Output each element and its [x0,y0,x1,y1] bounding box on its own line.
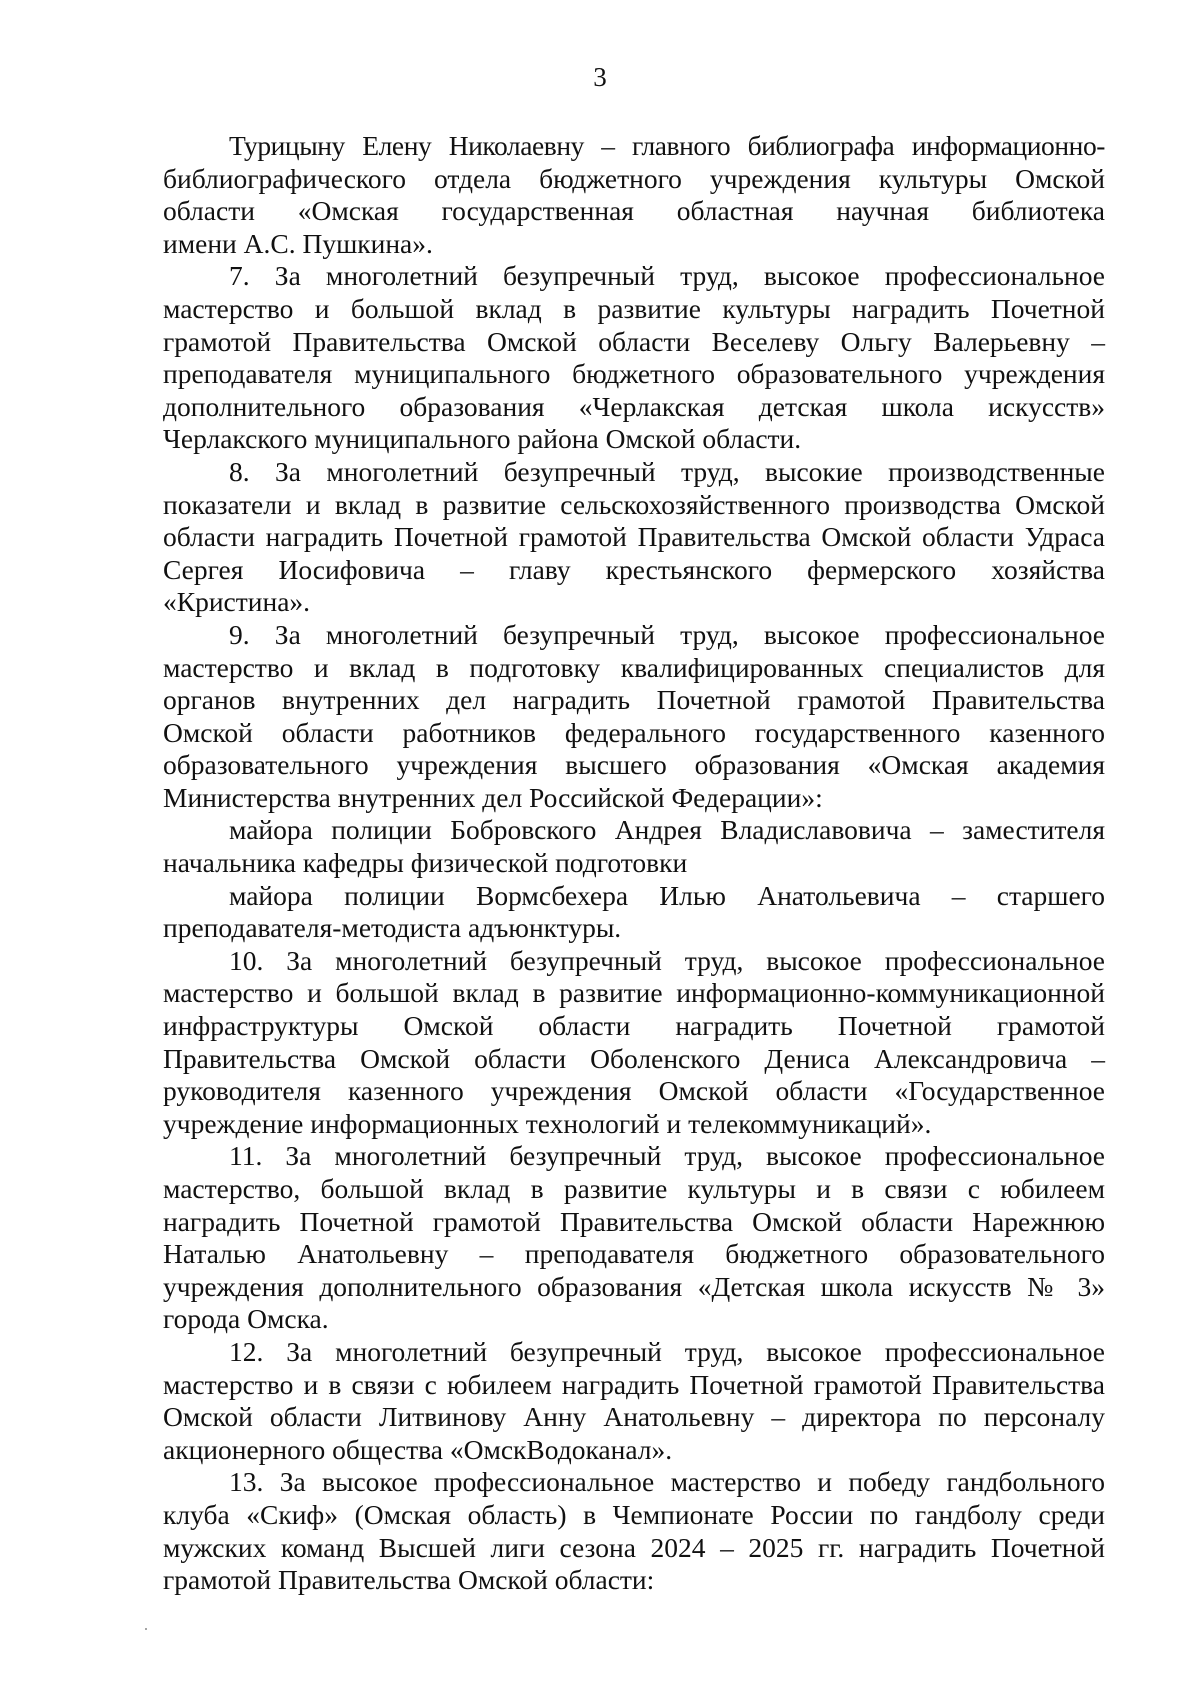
text-line: города Омска. [163,1303,329,1335]
text-line: грамотой Правительства Омской области Веселеву Ольгу Валерьевну – [163,325,1105,357]
text-line: области «Омская государственная областная научная библиотека [163,195,1105,227]
text-line: преподавателя-методиста адъюнктуры. [163,912,622,944]
text-line: дополнительного образования «Черлакская детская школа искусств» [163,390,1105,422]
text-line: имени А.С. Пушкина». [163,227,433,259]
text-line: мастерство и в связи с юбилеем наградить Почетной грамотой Правительства [163,1368,1105,1400]
text-line: акционерного общества «ОмскВодоканал». [163,1433,673,1465]
text-line: учреждения дополнительного образования «Детская школа искусств № 3» [163,1270,1105,1302]
paragraph [163,945,1105,1141]
paragraph [163,456,1105,619]
text-line: 7. За многолетний безупречный труд, высокое профессиональное [229,260,1105,292]
paragraph [163,1336,1105,1466]
text-line: 8. За многолетний безупречный труд, высокие производственные [229,455,1105,487]
document-body [163,130,1105,1597]
text-line: преподавателя муниципального бюджетного образовательного учреждения [163,358,1105,390]
text-line: мастерство, большой вклад в развитие культуры и в связи с юбилеем [163,1173,1105,1204]
text-line: майора полиции Вормсбехера Илью Анатольевича – старшего [229,879,1105,911]
scan-speck [145,1628,147,1630]
paragraph [163,880,1105,945]
text-line: образовательного учреждения высшего образования «Омская академия [163,749,1105,781]
text-line: показатели и вклад в развитие сельскохозяйственного производства Омской [163,488,1105,520]
text-line: мастерство и вклад в подготовку квалифицированных специалистов для [163,651,1105,683]
text-line: учреждение информационных технологий и телекоммуникаций». [163,1107,932,1139]
text-line: клуба «Скиф» (Омская область) в Чемпионате России по гандболу среди [163,1498,1105,1530]
text-line: 9. За многолетний безупречный труд, высокое профессиональное [229,618,1105,650]
text-line: руководителя казенного учреждения Омской области «Государственное [163,1075,1105,1107]
text-line: 12. За многолетний безупречный труд, высокое профессиональное [229,1335,1105,1367]
text-line: инфраструктуры Омской области наградить Почетной грамотой [163,1010,1105,1042]
text-line: мастерство и большой вклад в развитие информационно-коммуникационной [163,977,1105,1009]
text-line: майора полиции Бобровского Андрея Владиславовича – заместителя [229,814,1105,846]
text-line: 11. За многолетний безупречный труд, высокое профессиональное [229,1140,1105,1172]
text-line: начальника кафедры физической подготовки [163,847,688,879]
paragraph [163,619,1105,815]
paragraph [163,814,1105,879]
paragraph [163,1140,1105,1336]
text-line: 10. За многолетний безупречный труд, высокое профессиональное [229,944,1105,976]
text-line: Наталью Анатольевну – преподавателя бюджетного образовательного [163,1238,1105,1270]
paragraph [163,130,1105,260]
text-line: библиографического отдела бюджетного учреждения культуры Омской [163,162,1105,194]
text-line: области наградить Почетной грамотой Правительства Омской области Удраса [163,521,1105,553]
paragraph [163,260,1105,456]
text-line: «Кристина». [163,586,311,618]
text-line: Омской области работников федерального государственного казенного [163,716,1105,748]
paragraph [163,1466,1105,1596]
text-line: мужских команд Высшей лиги сезона 2024 – 2025 гг. наградить Почетной [163,1531,1105,1563]
text-line: Министерства внутренних дел Российской Федерации»: [163,781,823,813]
text-line: Правительства Омской области Оболенского Дениса Александровича – [163,1042,1105,1074]
text-line: 13. За высокое профессиональное мастерство и победу гандбольного [229,1466,1105,1498]
text-line: мастерство и большой вклад в развитие культуры наградить Почетной [163,292,1105,324]
text-line: Черлакского муниципального района Омской области. [163,423,802,455]
text-line: органов внутренних дел наградить Почетной грамотой Правительства [163,684,1105,716]
page-number: 3 [593,62,607,92]
text-line: Омской области Литвинову Анну Анатольевну – директора по персоналу [163,1401,1105,1433]
text-line: Сергея Иосифовича – главу крестьянского фермерского хозяйства [163,553,1105,585]
text-line: наградить Почетной грамотой Правительства Омской области Нарежнюю [163,1205,1105,1237]
text-line: грамотой Правительства Омской области: [163,1564,655,1596]
text-line: Турицыну Елену Николаевну – главного библиографа информационно- [229,130,1105,161]
